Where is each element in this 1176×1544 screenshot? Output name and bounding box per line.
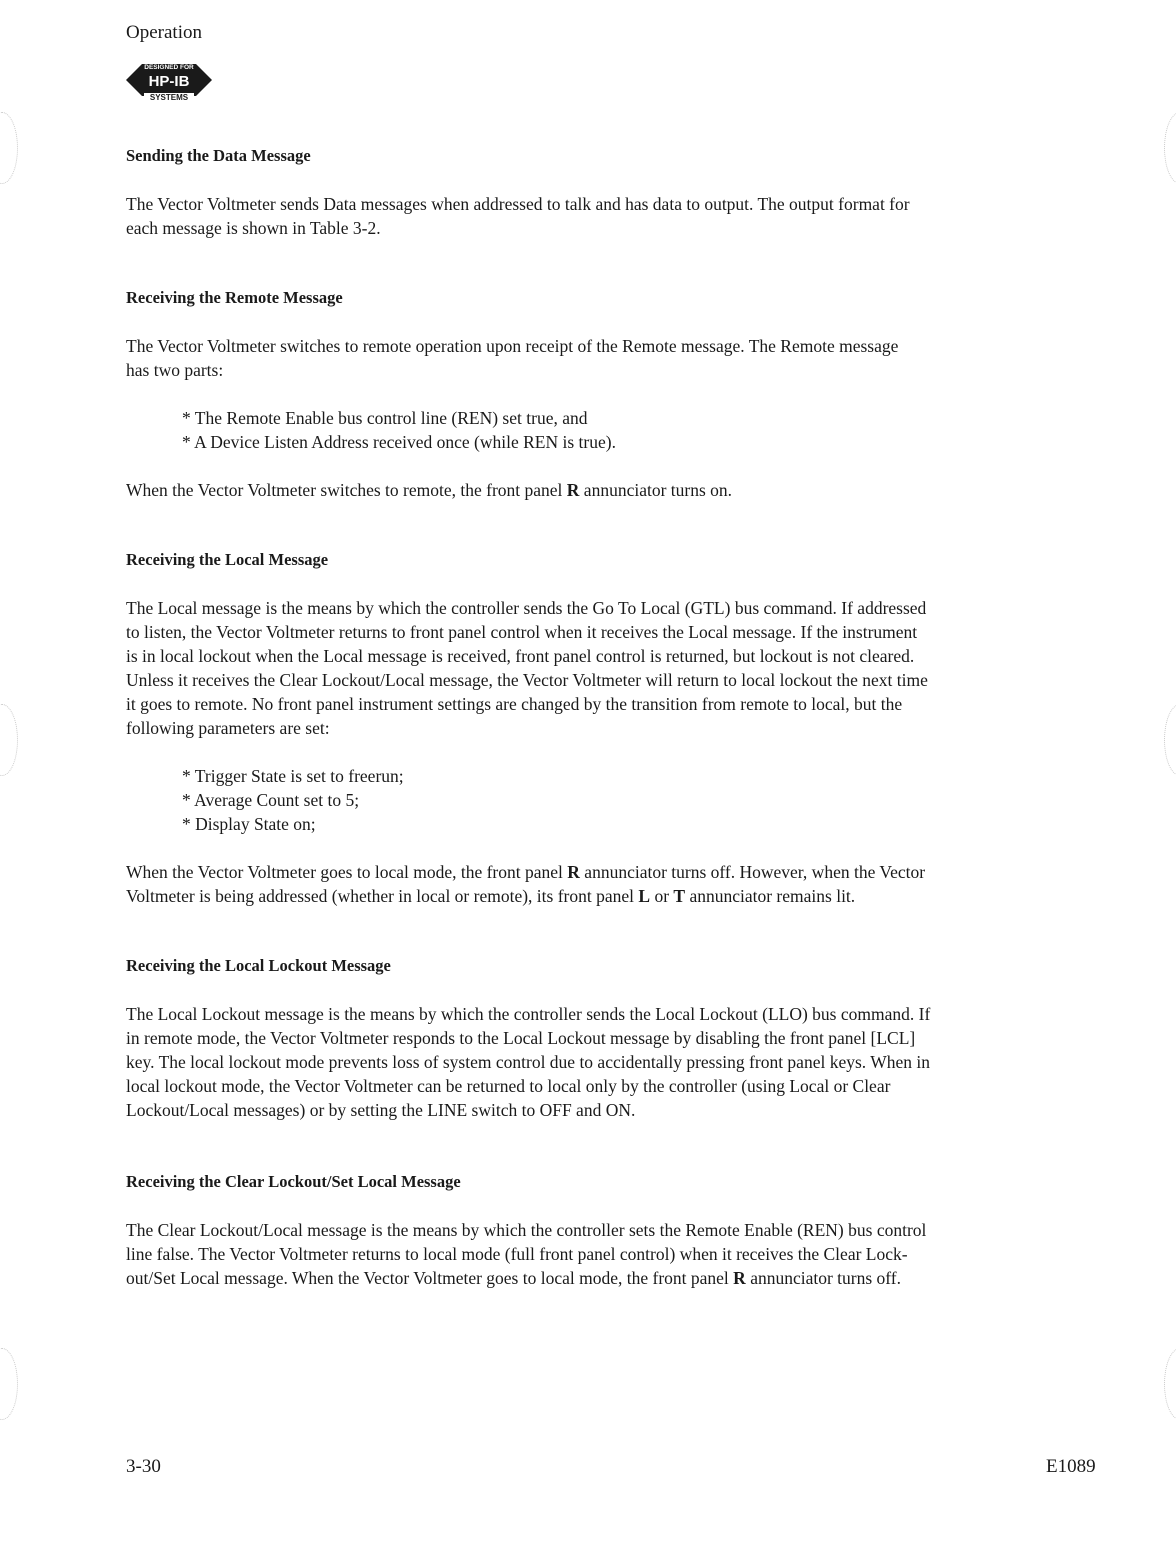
heading-data-message: Sending the Data Message bbox=[126, 146, 311, 165]
text-line: The Vector Voltmeter sends Data messages when addressed to talk and has data to output. The output format for bbox=[126, 194, 910, 214]
text-segment: When the Vector Voltmeter switches to remote, the front panel bbox=[126, 480, 563, 500]
text-line: in remote mode, the Vector Voltmeter responds to the Local Lockout message by disabling the front panel [LCL] bbox=[126, 1028, 916, 1048]
annunciator-r: R bbox=[567, 862, 580, 882]
text-line: it goes to remote. No front panel instrument settings are changed by the transition from remote to local, but the bbox=[126, 694, 903, 714]
text-line: line false. The Vector Voltmeter returns to local mode (full front panel control) when it receives the Clear Lock- bbox=[126, 1244, 908, 1264]
text-line: is in local lockout when the Local message is received, front panel control is returned, but lockout is not cleared. bbox=[126, 646, 915, 666]
punch-hole bbox=[1164, 112, 1176, 184]
text-segment: annunciator turns on. bbox=[583, 480, 733, 500]
list-item: * The Remote Enable bus control line (REN) set true, and bbox=[182, 408, 588, 428]
logo-main-text: HP-IB bbox=[148, 73, 190, 90]
text-line: The Clear Lockout/Local message is the means by which the controller sets the Remote Enable (REN) bus control bbox=[126, 1220, 927, 1240]
annunciator-r: R bbox=[566, 480, 580, 500]
text-line bbox=[126, 860, 1096, 884]
annunciator-l: L bbox=[638, 886, 651, 906]
paragraph-local-lockout bbox=[126, 1002, 1096, 1122]
heading-local-message: Receiving the Local Message bbox=[126, 550, 329, 569]
text-line: local lockout mode, the Vector Voltmeter can be returned to local only by the controller (using Local or Clear bbox=[126, 1076, 891, 1096]
text-line: each message is shown in Table 3-2. bbox=[126, 218, 381, 238]
text-line: The Local Lockout message is the means by which the controller sends the Local Lockout (LLO) bus command. If bbox=[126, 1004, 931, 1024]
text-line: The Vector Voltmeter switches to remote operation upon receipt of the Remote message. The Remote message bbox=[126, 336, 899, 356]
text-line: key. The local lockout mode prevents loss of system control due to accidentally pressing front panel keys. When in bbox=[126, 1052, 930, 1072]
text-line bbox=[126, 884, 1096, 908]
punch-hole bbox=[0, 112, 18, 184]
paragraph-remote-message bbox=[126, 334, 1096, 382]
logo-bottom-text: SYSTEMS bbox=[149, 93, 189, 102]
list-item: * Display State on; bbox=[182, 814, 316, 834]
text-line: The Local message is the means by which the controller sends the Go To Local (GTL) bus command. If addressed bbox=[126, 598, 927, 618]
paragraph-data-message bbox=[126, 192, 1096, 240]
heading-local-lockout-message: Receiving the Local Lockout Message bbox=[126, 956, 391, 975]
text-segment: When the Vector Voltmeter goes to local mode, the front panel bbox=[126, 862, 563, 882]
text-line: has two parts: bbox=[126, 360, 224, 380]
list-item: * A Device Listen Address received once (while REN is true). bbox=[182, 432, 616, 452]
heading-clear-lockout-message: Receiving the Clear Lockout/Set Local Message bbox=[126, 1172, 461, 1191]
punch-hole bbox=[0, 704, 18, 776]
list-item: * Trigger State is set to freerun; bbox=[182, 766, 404, 786]
list-item: * Average Count set to 5; bbox=[182, 790, 360, 810]
text-line: Unless it receives the Clear Lockout/Local message, the Vector Voltmeter will return to local lockout the next time bbox=[126, 670, 928, 690]
paragraph-remote-annunciator bbox=[126, 478, 1096, 502]
text-segment: or bbox=[654, 886, 670, 906]
text-segment: annunciator remains lit. bbox=[689, 886, 856, 906]
heading-remote-message: Receiving the Remote Message bbox=[126, 288, 343, 307]
text-segment: annunciator turns off. bbox=[750, 1268, 902, 1288]
text-segment: out/Set Local message. When the Vector Voltmeter goes to local mode, the front panel bbox=[126, 1268, 729, 1288]
text-segment: Voltmeter is being addressed (whether in local or remote), its front panel bbox=[126, 886, 634, 906]
paragraph-local-message bbox=[126, 596, 1096, 740]
text-line: Lockout/Local messages) or by setting the LINE switch to OFF and ON. bbox=[126, 1100, 636, 1120]
annunciator-t: T bbox=[673, 886, 686, 906]
text-line: following parameters are set: bbox=[126, 718, 330, 738]
paragraph-local-annunciator bbox=[126, 860, 1096, 908]
paragraph-clear-lockout bbox=[126, 1218, 1096, 1290]
hp-ib-logo bbox=[124, 58, 214, 102]
text-segment: annunciator turns off. However, when the Vector bbox=[584, 862, 926, 882]
punch-hole bbox=[1164, 1348, 1176, 1420]
annunciator-r: R bbox=[733, 1268, 746, 1288]
text-line bbox=[126, 1266, 1096, 1290]
section-label: Operation bbox=[126, 22, 202, 43]
punch-hole bbox=[0, 1348, 18, 1420]
punch-hole bbox=[1164, 704, 1176, 776]
page-number: 3-30 bbox=[126, 1456, 161, 1477]
text-line: to listen, the Vector Voltmeter returns to front panel control when it receives the Local message. If the instrument bbox=[126, 622, 918, 642]
document-id: E1089 bbox=[1046, 1456, 1096, 1477]
logo-top-text: DESIGNED FOR bbox=[144, 64, 194, 71]
